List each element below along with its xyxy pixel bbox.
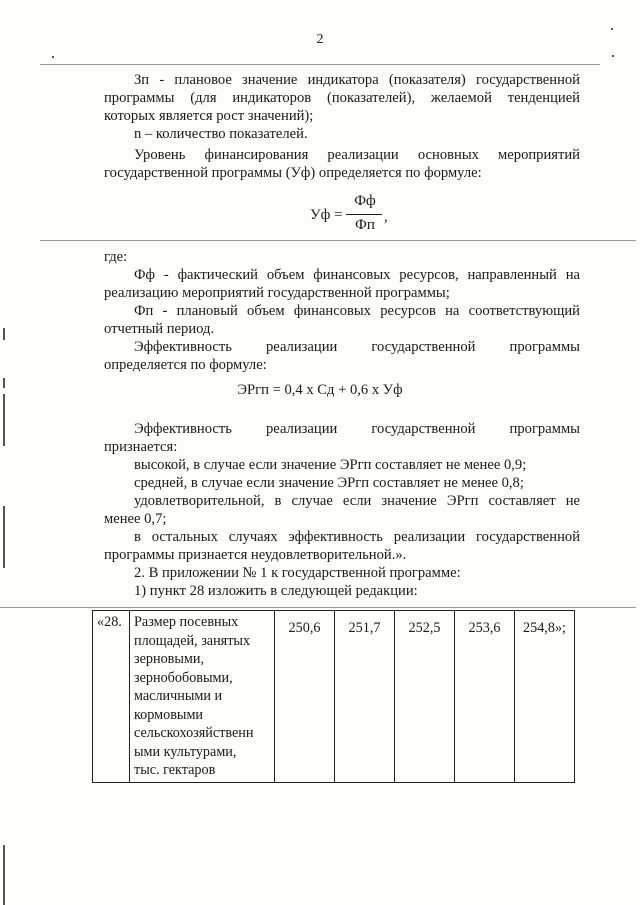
formula-uf-numerator: Фф (354, 193, 376, 209)
scan-dot (612, 55, 614, 57)
formula-uf-denominator: Фп (355, 217, 375, 233)
scan-line (40, 240, 636, 241)
value-cell: 251,7 (335, 611, 395, 783)
item2-1-heading: 1) пункт 28 изложить в следующей редакции: (134, 583, 418, 599)
label-line: масличными и (134, 688, 223, 704)
level-medium: средней, в случае если значение ЭРгп составляет не менее 0,8; (134, 475, 524, 491)
para1-line3: которых является рост значений); (104, 108, 314, 124)
level-other-line1: в остальных случаях эффективность реализации государственной (134, 529, 580, 545)
table-row (93, 611, 575, 783)
value-cell: 252,5 (395, 611, 455, 783)
fraction-bar (346, 214, 382, 215)
formula-uf-comma: , (384, 209, 388, 225)
scan-dot (52, 56, 54, 58)
value-cell: 254,8»; (515, 611, 575, 783)
indicator-table (92, 610, 575, 783)
level-high: высокой, в случае если значение ЭРгп составляет не менее 0,9; (134, 457, 527, 473)
label-line: Размер посевных (134, 614, 239, 630)
scan-mark (3, 394, 5, 446)
fp-def-line2: отчетный период. (104, 321, 215, 337)
scan-mark (3, 328, 5, 340)
recognized-line1: Эффективность реализации государственной программы (134, 421, 580, 437)
ff-def-line1: Фф - фактический объем финансовых ресурсов, направленный на (134, 267, 580, 283)
where-label: где: (104, 249, 128, 265)
scan-line (0, 607, 636, 608)
label-line: площадей, занятых (134, 632, 251, 649)
para1-line2: программы (для индикаторов (показателей), желаемой тенденцией (104, 90, 580, 106)
n-definition: n – количество показателей. (134, 126, 308, 142)
indicator-label-cell (130, 611, 275, 783)
label-line: ыми культурами, (134, 743, 237, 760)
fp-def-line1: Фп - плановый объем финансовых ресурсов на соответствующий (134, 303, 580, 319)
item2-heading: 2. В приложении № 1 к государственной программе: (134, 565, 461, 581)
label-line: тыс. гектаров (134, 762, 216, 778)
level-other-line2: программы признается неудовлетворительной.». (104, 547, 407, 563)
scan-line (40, 64, 600, 65)
para2-line1: Уровень финансирования реализации основных мероприятий (134, 147, 580, 163)
eff-intro-line2: определяется по формуле: (104, 357, 267, 373)
para1-line1: Зп - плановое значение индикатора (показателя) государственной (134, 72, 580, 88)
formula-ergp: ЭРгп = 0,4 х Сд + 0,6 х Уф (237, 382, 403, 398)
level-satisfactory-line1: удовлетворительной, в случае если значение ЭРгп составляет не (134, 493, 580, 509)
label-line: зерновыми, (134, 651, 205, 667)
recognized-line2: признается: (104, 439, 178, 455)
label-line: сельскохозяйственн (134, 725, 254, 741)
page-number: 2 (316, 32, 324, 47)
value-cell: 253,6 (455, 611, 515, 783)
scan-mark (3, 845, 5, 905)
eff-intro-line1: Эффективность реализации государственной программы (134, 339, 580, 355)
row-number-cell: «28. (93, 611, 130, 783)
para2-line2: государственной программы (Уф) определяется по формуле: (104, 165, 482, 181)
formula-uf-lhs: Уф = (310, 207, 343, 223)
label-line: зернобобовыми, (134, 669, 233, 686)
value-cell: 250,6 (275, 611, 335, 783)
ff-def-line2: реализацию мероприятий государственной программы; (104, 285, 450, 301)
label-line: кормовыми (134, 706, 204, 723)
level-satisfactory-line2: менее 0,7; (104, 511, 167, 527)
scan-mark (3, 506, 5, 568)
scan-dot (611, 28, 613, 30)
